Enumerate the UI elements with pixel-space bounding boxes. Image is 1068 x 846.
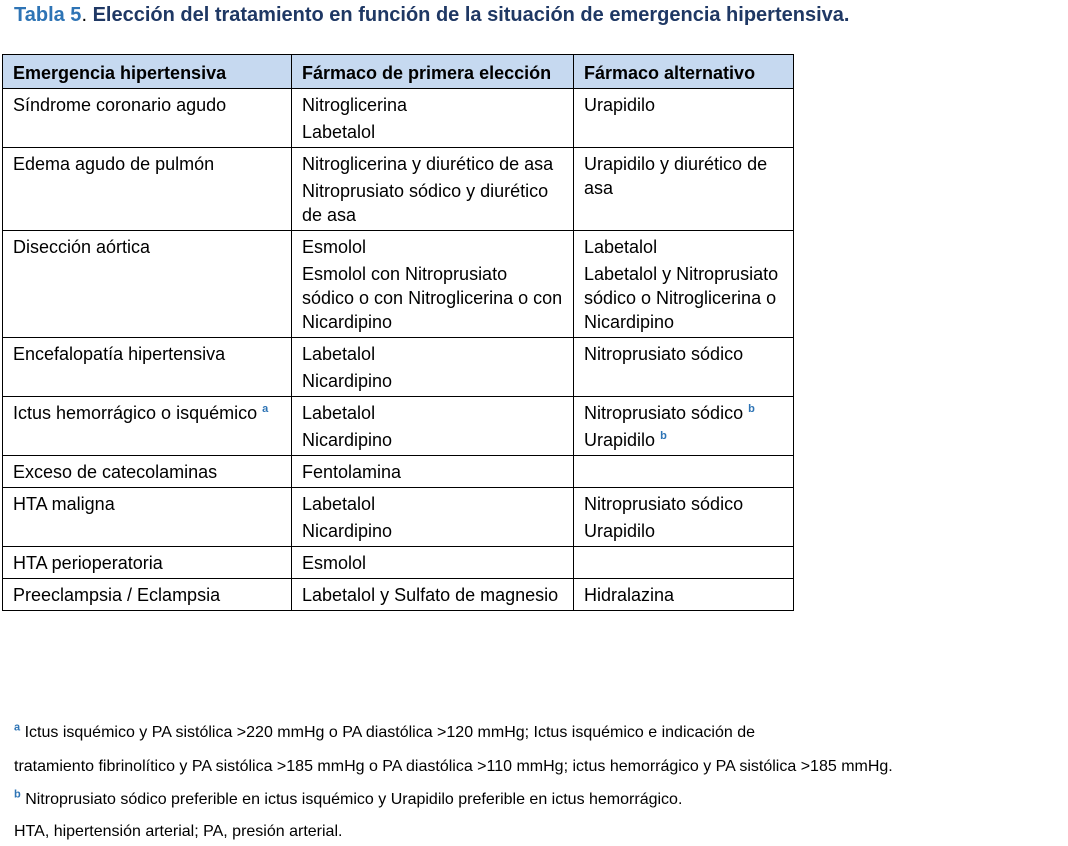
drug-name: Labetalol [302, 403, 376, 423]
header-emergency: Emergencia hipertensiva [3, 55, 292, 89]
drug-line [302, 179, 563, 227]
drug-name: Urapidilo [584, 430, 656, 450]
footnotes [14, 722, 1064, 843]
emergency-label: HTA maligna [13, 494, 115, 514]
header-row [3, 55, 794, 89]
emergency-label: Preeclampsia / Eclampsia [13, 585, 221, 605]
emergency-label: Exceso de catecolaminas [13, 462, 218, 482]
emergency-label: Disección aórtica [13, 237, 151, 257]
drug-name: Urapidilo [584, 95, 656, 115]
drug-name: Esmolol [302, 237, 367, 257]
drug-line [584, 519, 783, 543]
cell-emergency [3, 547, 292, 579]
cell-emergency [3, 397, 292, 456]
cell-emergency [3, 148, 292, 231]
footnote-b-mark: b [14, 788, 21, 801]
emergency-label: Ictus hemorrágico o isquémico [13, 403, 258, 423]
cell-alternative [574, 579, 794, 611]
drug-line [584, 342, 783, 366]
cell-emergency [3, 231, 292, 338]
drug-name: Fentolamina [302, 462, 402, 482]
drug-name: Labetalol [302, 122, 376, 142]
drug-name: Esmolol [302, 553, 367, 573]
drug-name: Urapidilo [584, 521, 656, 541]
cell-alternative [574, 488, 794, 547]
drug-name: Labetalol [302, 494, 376, 514]
drug-line [302, 519, 563, 543]
drug-line [302, 401, 563, 425]
cell-alternative [574, 231, 794, 338]
drug-line [584, 235, 783, 259]
emergency-label: HTA perioperatoria [13, 553, 163, 573]
footnote-b-text: Nitroprusiato sódico preferible en ictus isquémico y Urapidilo preferible en ictus hemorrágico. [25, 791, 683, 808]
table-row [3, 488, 794, 547]
treatment-table [2, 54, 794, 611]
emergency-label: Edema agudo de pulmón [13, 154, 215, 174]
cell-first-choice [292, 397, 574, 456]
cell-alternative [574, 397, 794, 456]
drug-name: Nicardipino [302, 371, 393, 391]
cell-alternative [574, 148, 794, 231]
drug-name: Labetalol y Nitroprusiato sódico o Nitroglicerina o Nicardipino [584, 264, 779, 332]
drug-name: Esmolol con Nitroprusiato sódico o con Nitroglicerina o con Nicardipino [302, 264, 563, 332]
drug-line [302, 551, 563, 575]
footnote-ref: a [262, 403, 269, 415]
cell-alternative [574, 89, 794, 148]
cell-emergency [3, 89, 292, 148]
drug-name: Nitroprusiato sódico [584, 344, 744, 364]
caption-title: Elección del tratamiento en función de la situación de emergencia hipertensiva. [92, 4, 850, 26]
drug-line [302, 583, 563, 607]
drug-line [584, 93, 783, 117]
drug-name: Nitroglicerina y diurético de asa [302, 154, 554, 174]
drug-name: Nitroprusiato sódico y diurético de asa [302, 181, 549, 225]
cell-first-choice [292, 148, 574, 231]
drug-line [584, 262, 783, 334]
table-row [3, 148, 794, 231]
table-row [3, 579, 794, 611]
footnote-a-mark: a [14, 721, 21, 734]
table-row [3, 89, 794, 148]
drug-line [302, 342, 563, 366]
cell-emergency [3, 488, 292, 547]
table-row [3, 547, 794, 579]
table-caption [14, 4, 849, 27]
footnote-a [14, 722, 1064, 778]
drug-name: Hidralazina [584, 585, 675, 605]
cell-emergency [3, 338, 292, 397]
cell-first-choice [292, 579, 574, 611]
drug-line [302, 152, 563, 176]
drug-name: Labetalol [584, 237, 658, 257]
drug-line [302, 428, 563, 452]
footnote-a-line1: Ictus isquémico y PA sistólica >220 mmHg o PA diastólica >120 mmHg; Ictus isquémico e indicación de [24, 724, 755, 741]
cell-first-choice [292, 547, 574, 579]
table-row [3, 338, 794, 397]
drug-name: Urapidilo y diurético de asa [584, 154, 768, 198]
cell-first-choice [292, 488, 574, 547]
drug-line [302, 262, 563, 334]
cell-first-choice [292, 338, 574, 397]
drug-line [584, 401, 783, 425]
cell-first-choice [292, 456, 574, 488]
cell-emergency [3, 456, 292, 488]
drug-line [302, 369, 563, 393]
table-row [3, 397, 794, 456]
drug-name: Labetalol [302, 344, 376, 364]
drug-name: Labetalol y Sulfato de magnesio [302, 585, 559, 605]
footnote-ref: b [748, 403, 755, 415]
drug-line [584, 152, 783, 200]
drug-name: Nitroglicerina [302, 95, 408, 115]
drug-name: Nitroprusiato sódico [584, 403, 744, 423]
cell-alternative [574, 547, 794, 579]
cell-alternative [574, 338, 794, 397]
drug-name: Nicardipino [302, 521, 393, 541]
cell-alternative [574, 456, 794, 488]
table-row [3, 231, 794, 338]
drug-name: Nitroprusiato sódico [584, 494, 744, 514]
drug-line [302, 235, 563, 259]
drug-line [302, 460, 563, 484]
table-row [3, 456, 794, 488]
footnote-a-line2: tratamiento fibrinolítico y PA sistólica >185 mmHg o PA diastólica >110 mmHg; ictus hemorrágico y PA sistólica >185 mmHg. [14, 758, 893, 775]
drug-line [584, 492, 783, 516]
drug-line [302, 120, 563, 144]
footnote-ref: b [660, 430, 667, 442]
caption-separator: . [81, 4, 87, 26]
header-first-choice: Fármaco de primera elección [292, 55, 574, 89]
drug-line [584, 583, 783, 607]
drug-name: Nicardipino [302, 430, 393, 450]
table-body [3, 89, 794, 611]
abbreviations-note: HTA, hipertensión arterial; PA, presión arterial. [14, 823, 343, 840]
emergency-label: Encefalopatía hipertensiva [13, 344, 226, 364]
header-alternative: Fármaco alternativo [574, 55, 794, 89]
drug-line [584, 428, 783, 452]
cell-first-choice [292, 231, 574, 338]
caption-label: Tabla 5 [14, 4, 82, 26]
footnote-b [14, 789, 1064, 811]
cell-emergency [3, 579, 292, 611]
emergency-label: Síndrome coronario agudo [13, 95, 227, 115]
cell-first-choice [292, 89, 574, 148]
drug-line [302, 492, 563, 516]
drug-line [302, 93, 563, 117]
